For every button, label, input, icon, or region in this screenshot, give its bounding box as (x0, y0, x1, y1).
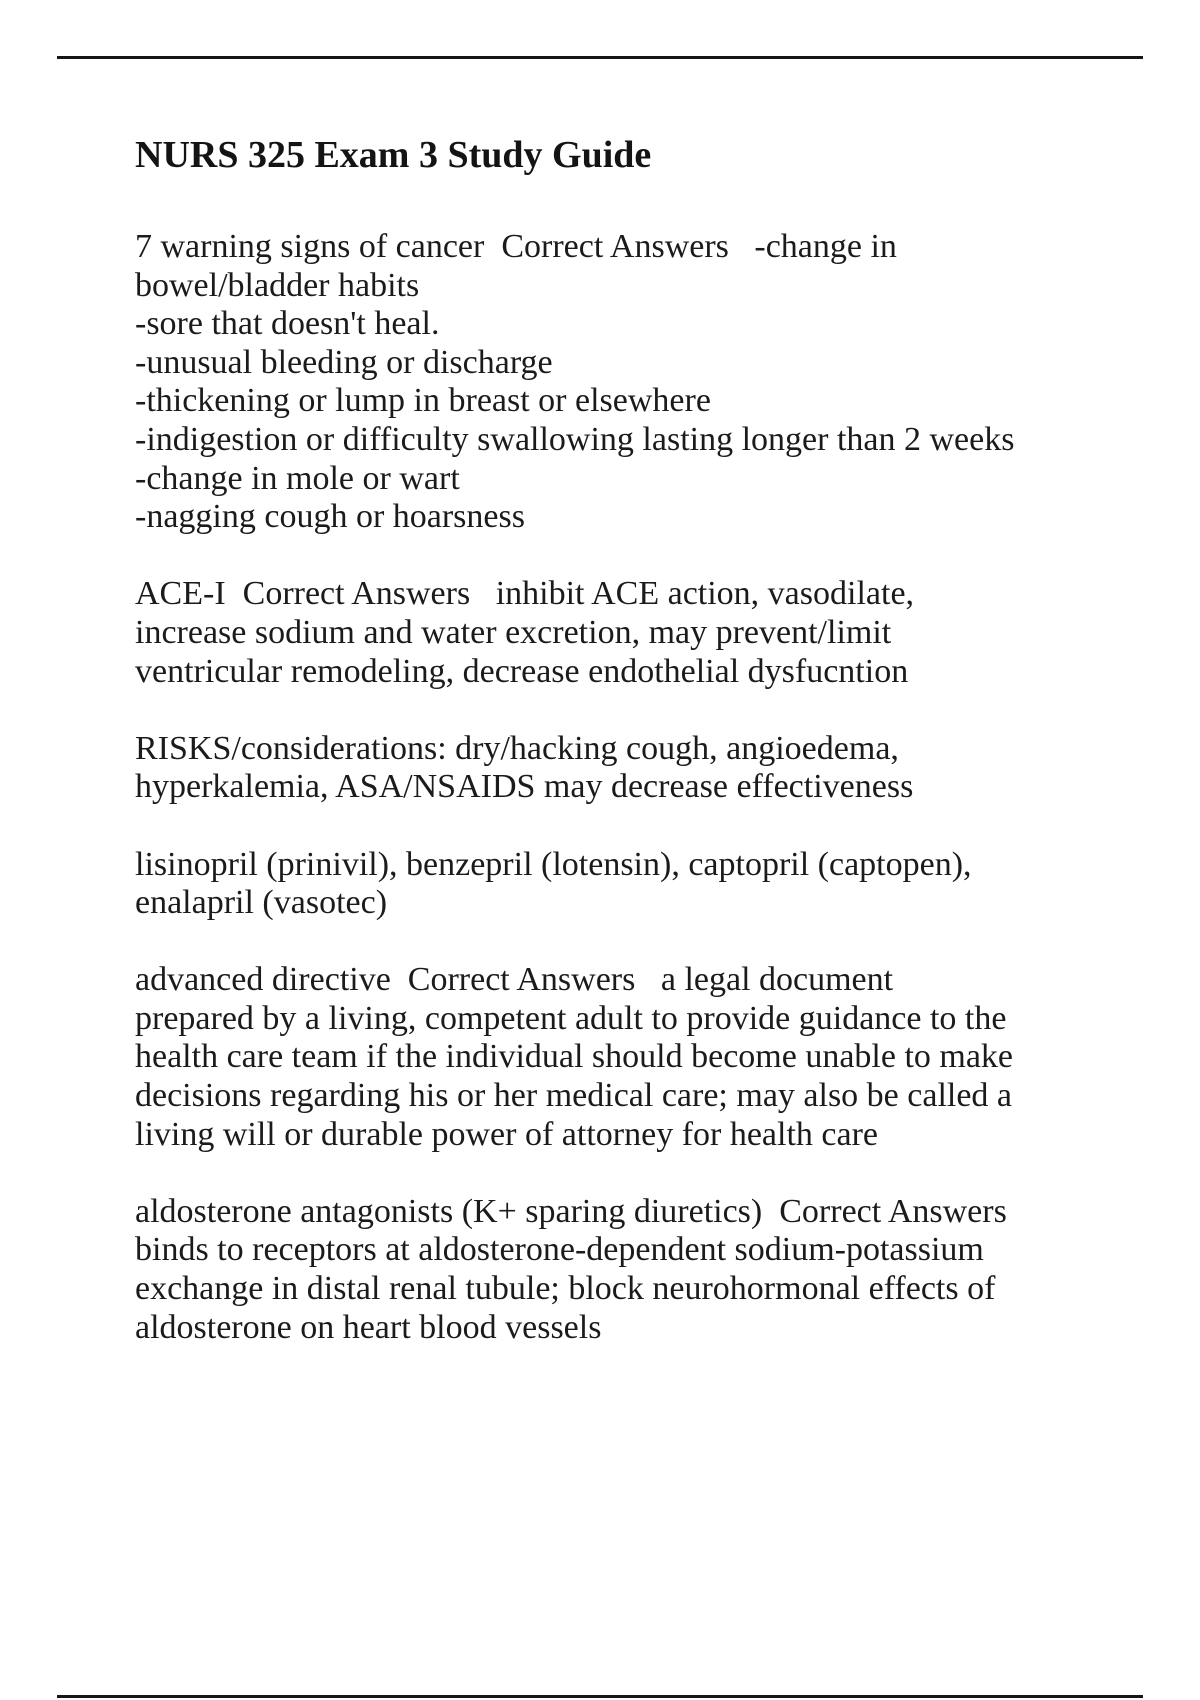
text-line: aldosterone antagonists (K+ sparing diuretics) Correct Answers (135, 1192, 1007, 1230)
text-line: ACE-I Correct Answers inhibit ACE action, vasodilate, (135, 575, 915, 613)
text-line: aldosterone on heart blood vessels (135, 1308, 602, 1346)
text-line: increase sodium and water excretion, may prevent/limit (135, 613, 892, 651)
text-line: bowel/bladder habits (135, 266, 420, 304)
text-line: advanced directive Correct Answers a legal document (135, 961, 894, 999)
text-line: -nagging cough or hoarsness (135, 498, 525, 536)
page-title: NURS 325 Exam 3 Study Guide (135, 134, 652, 176)
paragraph (135, 730, 1145, 807)
text-line: -unusual bleeding or discharge (135, 343, 553, 381)
text-line: -sore that doesn't heal. (135, 305, 440, 343)
text-line: 7 warning signs of cancer Correct Answers -change in (135, 228, 897, 265)
paragraph (135, 228, 1145, 537)
text-line: ventricular remodeling, decrease endothelial dysfucntion (135, 652, 909, 690)
paragraph (135, 575, 1145, 691)
text-line: prepared by a living, competent adult to provide guidance to the (135, 999, 1007, 1037)
text-line: -change in mole or wart (135, 459, 460, 497)
paragraph (135, 846, 1145, 923)
text-line: hyperkalemia, ASA/NSAIDS may decrease effectiveness (135, 768, 914, 806)
text-line: RISKS/considerations: dry/hacking cough, angioedema, (135, 729, 899, 767)
top-rule (57, 56, 1143, 59)
text-line: health care team if the individual should become unable to make (135, 1038, 1014, 1076)
text-line: lisinopril (prinivil), benzepril (lotensin), captopril (captopen), (135, 845, 972, 883)
paragraph (135, 961, 1145, 1154)
text-line: -indigestion or difficulty swallowing lasting longer than 2 weeks (135, 420, 1015, 458)
text-line: -thickening or lump in breast or elsewhere (135, 382, 711, 420)
text-line: enalapril (vasotec) (135, 884, 388, 922)
bottom-rule (57, 1695, 1143, 1698)
text-line: decisions regarding his or her medical care; may also be called a (135, 1077, 1013, 1115)
text-line: exchange in distal renal tubule; block neurohormonal effects of (135, 1270, 996, 1308)
text-line: living will or durable power of attorney for health care (135, 1115, 879, 1153)
text-line: binds to receptors at aldosterone-dependent sodium-potassium (135, 1231, 984, 1269)
document-body (135, 228, 1145, 1347)
page-content (135, 132, 1145, 1347)
paragraph (135, 1193, 1145, 1347)
